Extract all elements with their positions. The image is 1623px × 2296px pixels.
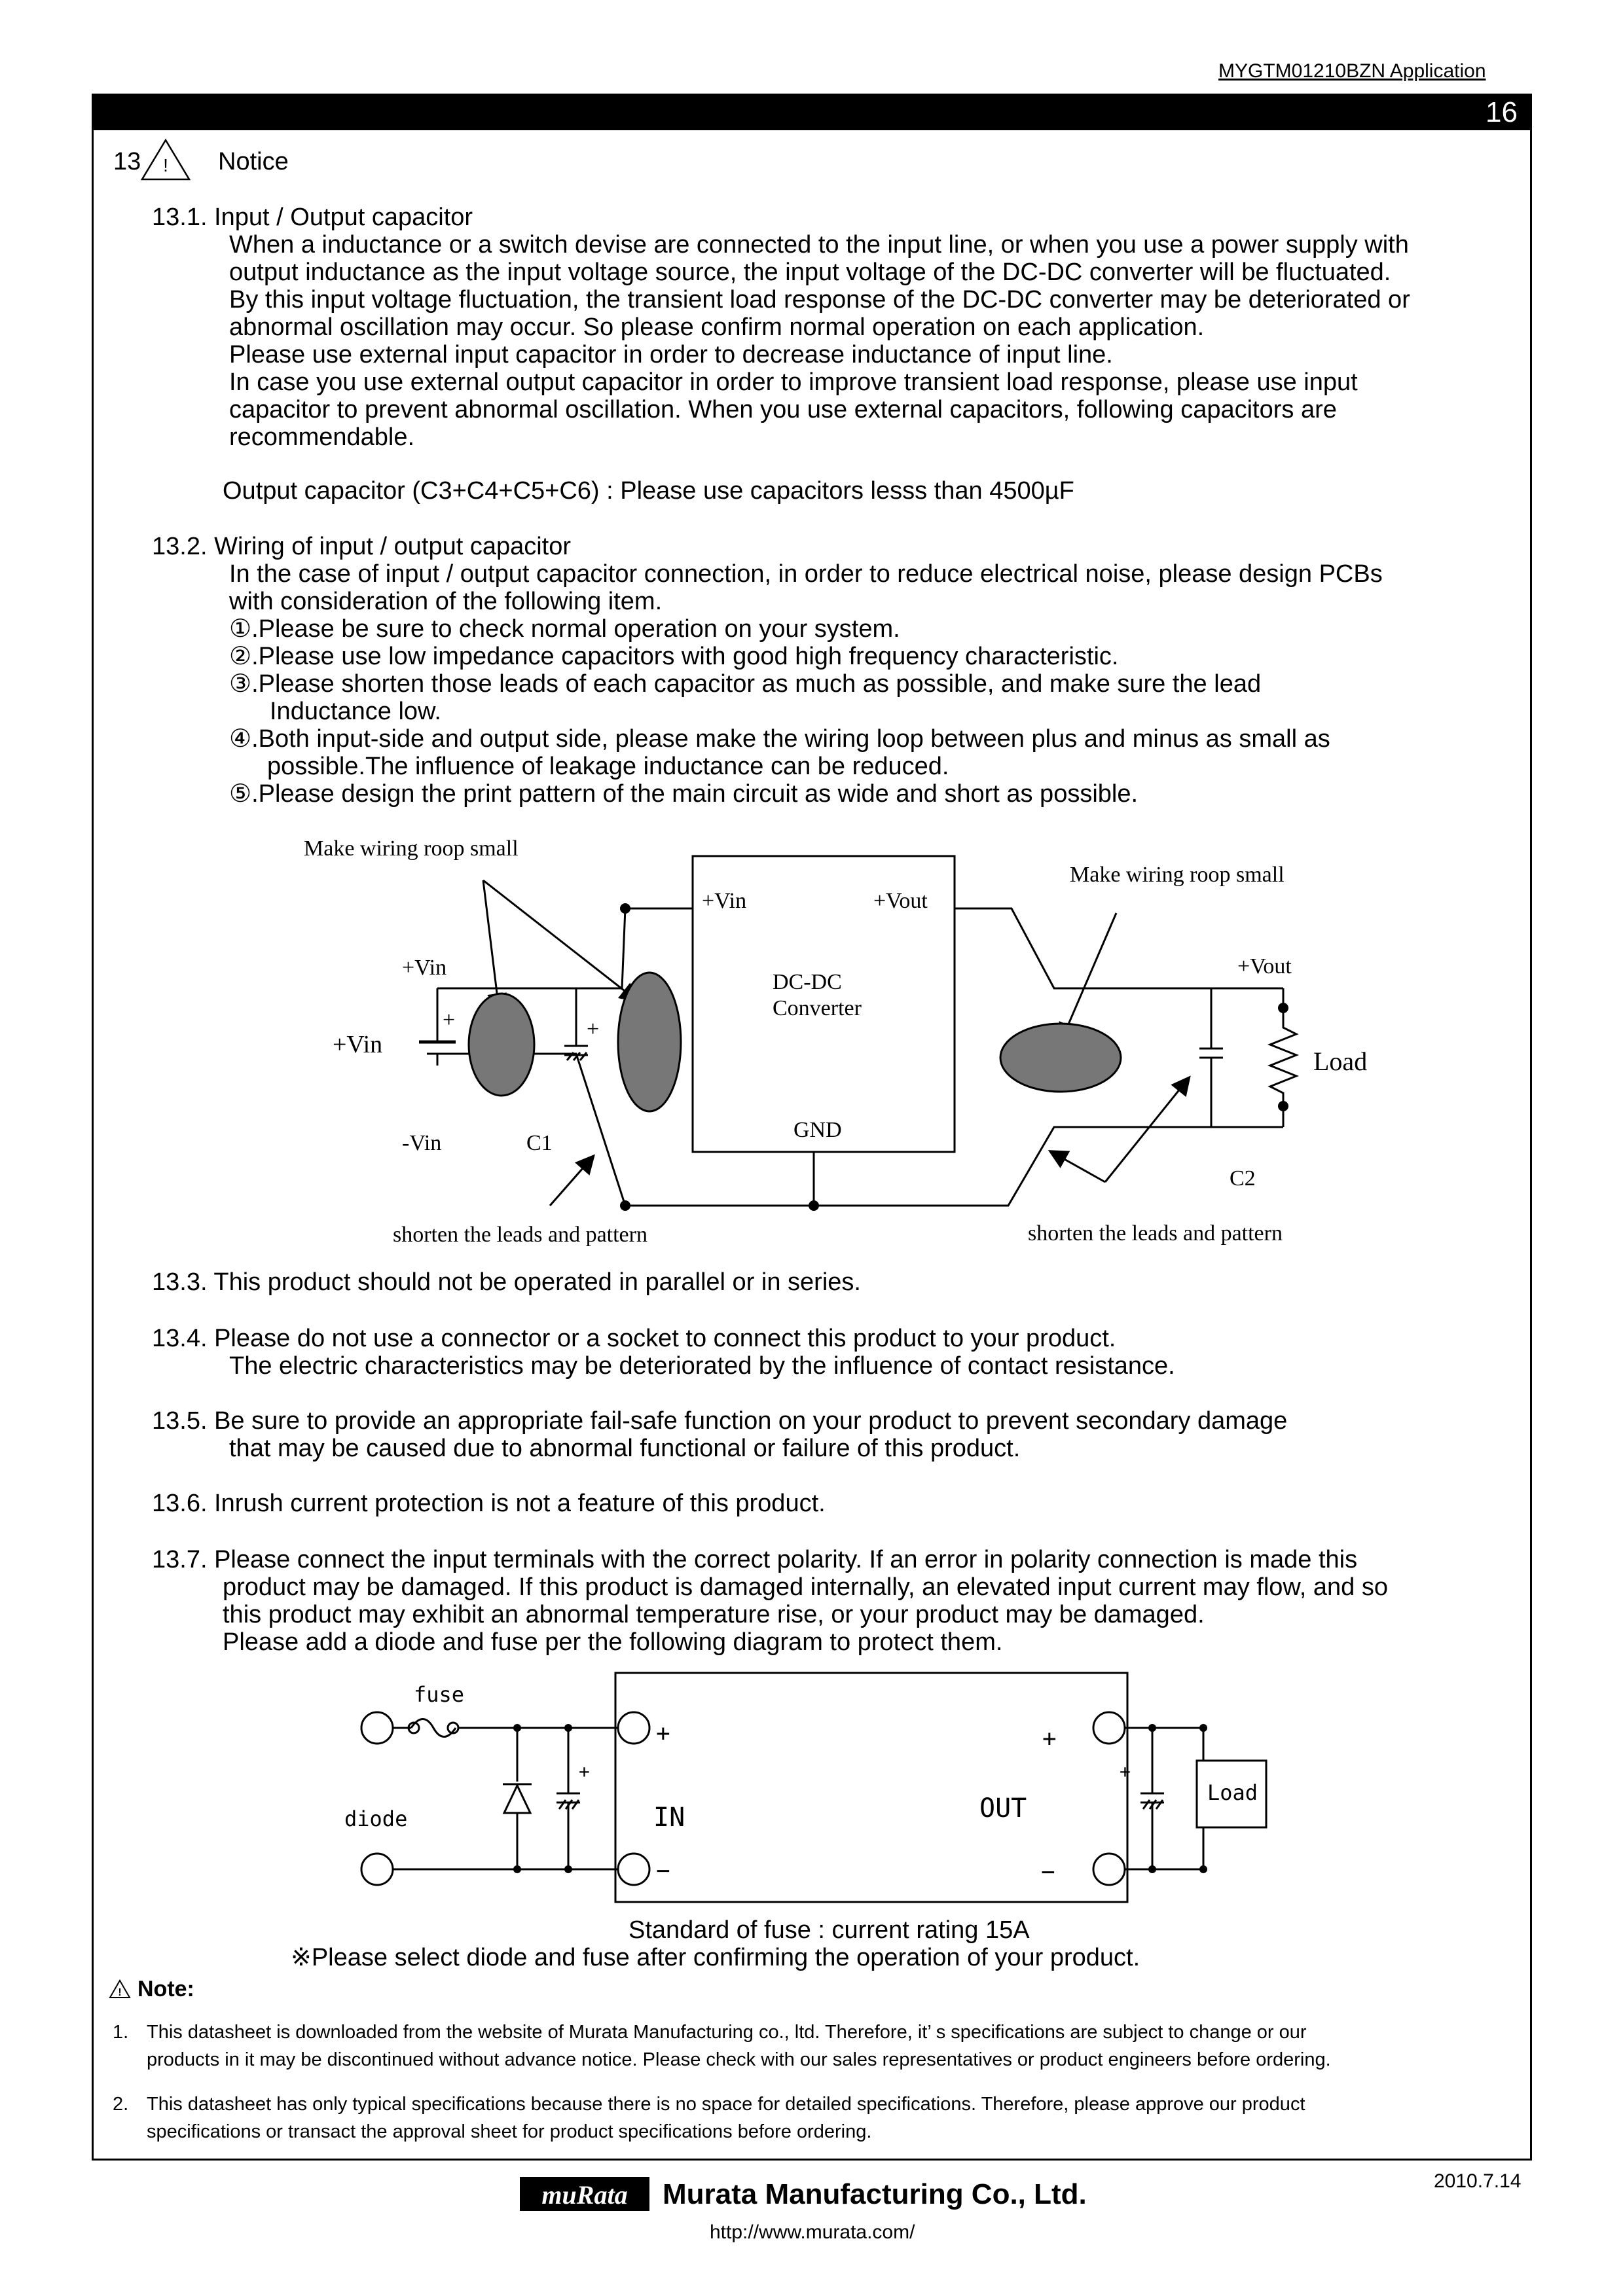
s13-2-line: In the case of input / output capacitor connection, in order to reduce electrical noise, please design PCBs	[229, 560, 1383, 588]
c1-label: C1	[526, 1131, 553, 1155]
s13-6-text: 13.6. Inrush current protection is not a feature of this product.	[152, 1490, 826, 1517]
make-loop-small-left-label: Make wiring roop small	[304, 836, 519, 861]
note-warning-icon	[109, 1979, 131, 1999]
load-box-label: Load	[1207, 1780, 1258, 1805]
fuse-standard-text: Standard of fuse : current rating 15A	[629, 1916, 1030, 1944]
s13-2-item: possible.The influence of leakage inductance can be reduced.	[267, 753, 949, 780]
company-name: Murata Manufacturing Co., Ltd.	[663, 2178, 1087, 2210]
gnd-label: GND	[793, 1118, 842, 1142]
note-line: This datasheet has only typical specifications because there is no space for detailed specifications. Therefore, please approve our product	[147, 2094, 1305, 2115]
s13-7-line: Please add a diode and fuse per the following diagram to protect them.	[223, 1628, 1003, 1656]
svg-text:!: !	[163, 155, 168, 175]
vout-rail-label: +Vout	[1237, 954, 1292, 978]
make-loop-small-right-label: Make wiring roop small	[1070, 863, 1285, 887]
converter-vout-label: +Vout	[873, 889, 928, 913]
s13-3-text: 13.3. This product should not be operated in parallel or in series.	[152, 1268, 861, 1296]
murata-logo-text: muRata	[541, 2180, 628, 2210]
s13-1-line: abnormal oscillation may occur. So please confirm normal operation on each application.	[229, 314, 1205, 341]
s13-4-line1: 13.4. Please do not use a connector or a socket to connect this product to your product.	[152, 1325, 1116, 1352]
out-plus-label: +	[1042, 1725, 1057, 1752]
s13-2-item: ①.Please be sure to check normal operation on your system.	[229, 615, 900, 643]
c2-label: C2	[1230, 1166, 1256, 1191]
s13-7-line1: 13.7. Please connect the input terminals with the correct polarity. If an error in polarity connection is made this	[152, 1546, 1358, 1573]
s13-7-line: this product may exhibit an abnormal temperature rise, or your product may be damaged.	[223, 1601, 1205, 1628]
s13-2-item: ④.Both input-side and output side, please make the wiring loop between plus and minus as small as	[229, 725, 1330, 753]
murata-logo	[520, 2177, 649, 2211]
s13-2-line: with consideration of the following item.	[229, 588, 663, 615]
out-cap-plus-label: +	[1120, 1761, 1131, 1782]
s13-4-line2: The electric characteristics may be deteriorated by the influence of contact resistance.	[229, 1352, 1175, 1380]
shorten-leads-right-label: shorten the leads and pattern	[1028, 1221, 1283, 1246]
load-label: Load	[1313, 1047, 1368, 1076]
document-date: 2010.7.14	[1434, 2170, 1522, 2192]
s13-5-line1: 13.5. Be sure to provide an appropriate fail-safe function on your product to prevent secondary damage	[152, 1407, 1288, 1435]
doc-code: MYGTM01210BZN Application	[1218, 60, 1486, 82]
in-label: IN	[653, 1803, 685, 1833]
s13-1-heading: 13.1. Input / Output capacitor	[152, 204, 473, 231]
vin-source-label: +Vin	[333, 1031, 383, 1058]
output-capacitor-note: Output capacitor (C3+C4+C5+C6) : Please use capacitors lesss than 4500µF	[223, 477, 1074, 505]
note-line: products in it may be discontinued without advance notice. Please check with our sales representatives or product engineers before ordering.	[147, 2049, 1331, 2070]
note-number: 1.	[113, 2022, 129, 2043]
diode-label: diode	[344, 1806, 408, 1831]
converter-label-line2: Converter	[773, 996, 862, 1020]
out-label: OUT	[979, 1793, 1027, 1823]
s13-1-line: By this input voltage fluctuation, the transient load response of the DC-DC converter may be deteriorated or	[229, 286, 1410, 314]
in-cap-plus-label: +	[579, 1761, 590, 1782]
s13-7-line: product may be damaged. If this product is damaged internally, an elevated input current may flow, and so	[223, 1573, 1388, 1601]
note-title: Note:	[137, 1977, 194, 2001]
fuse-label: fuse	[414, 1682, 465, 1707]
s13-2-item: ③.Please shorten those leads of each capacitor as much as possible, and make sure the lead	[229, 670, 1262, 698]
source-plus-label: +	[443, 1008, 456, 1032]
in-minus-label: −	[656, 1857, 670, 1884]
s13-2-heading: 13.2. Wiring of input / output capacitor	[152, 533, 572, 560]
s13-2-item: ⑤.Please design the print pattern of the main circuit as wide and short as possible.	[229, 780, 1139, 808]
minus-vin-label: -Vin	[402, 1131, 442, 1155]
shorten-leads-left-label: shorten the leads and pattern	[393, 1223, 647, 1247]
s13-1-line: output inductance as the input voltage source, the input voltage of the DC-DC converter will be fluctuated.	[229, 259, 1391, 286]
section-title: Notice	[218, 148, 289, 175]
s13-1-line: When a inductance or a switch devise are connected to the input line, or when you use a power supply with	[229, 231, 1409, 259]
s13-1-line: Please use external input capacitor in order to decrease inductance of input line.	[229, 341, 1113, 368]
note-line: This datasheet is downloaded from the website of Murata Manufacturing co., ltd. Therefore, it’ s specifications are subject to change or our	[147, 2022, 1307, 2043]
section-number: 13	[113, 148, 141, 175]
vin-rail-label: +Vin	[402, 956, 447, 980]
s13-5-line2: that may be caused due to abnormal functional or failure of this product.	[229, 1435, 1021, 1462]
s13-2-item: Inductance low.	[270, 698, 441, 725]
s13-1-line: recommendable.	[229, 423, 415, 451]
s13-1-line: In case you use external output capacitor in order to improve transient load response, please use input	[229, 368, 1358, 396]
select-diode-fuse-text: ※Please select diode and fuse after confirming the operation of your product.	[291, 1944, 1140, 1971]
converter-vin-label: +Vin	[702, 889, 747, 913]
in-plus-label: +	[656, 1720, 670, 1747]
c1-plus-label: +	[587, 1017, 600, 1041]
converter-label-line1: DC-DC	[773, 970, 842, 994]
note-line: specifications or transact the approval sheet for product specifications before ordering.	[147, 2121, 872, 2142]
company-url: http://www.murata.com/	[710, 2221, 915, 2243]
s13-1-line: capacitor to prevent abnormal oscillation. When you use external capacitors, following capacitors are	[229, 396, 1337, 423]
note-number: 2.	[113, 2094, 129, 2115]
out-minus-label: −	[1041, 1859, 1055, 1886]
s13-2-item: ②.Please use low impedance capacitors with good high frequency characteristic.	[229, 643, 1119, 670]
page-number: 16	[1486, 96, 1518, 128]
svg-text:!: !	[118, 1987, 122, 1998]
